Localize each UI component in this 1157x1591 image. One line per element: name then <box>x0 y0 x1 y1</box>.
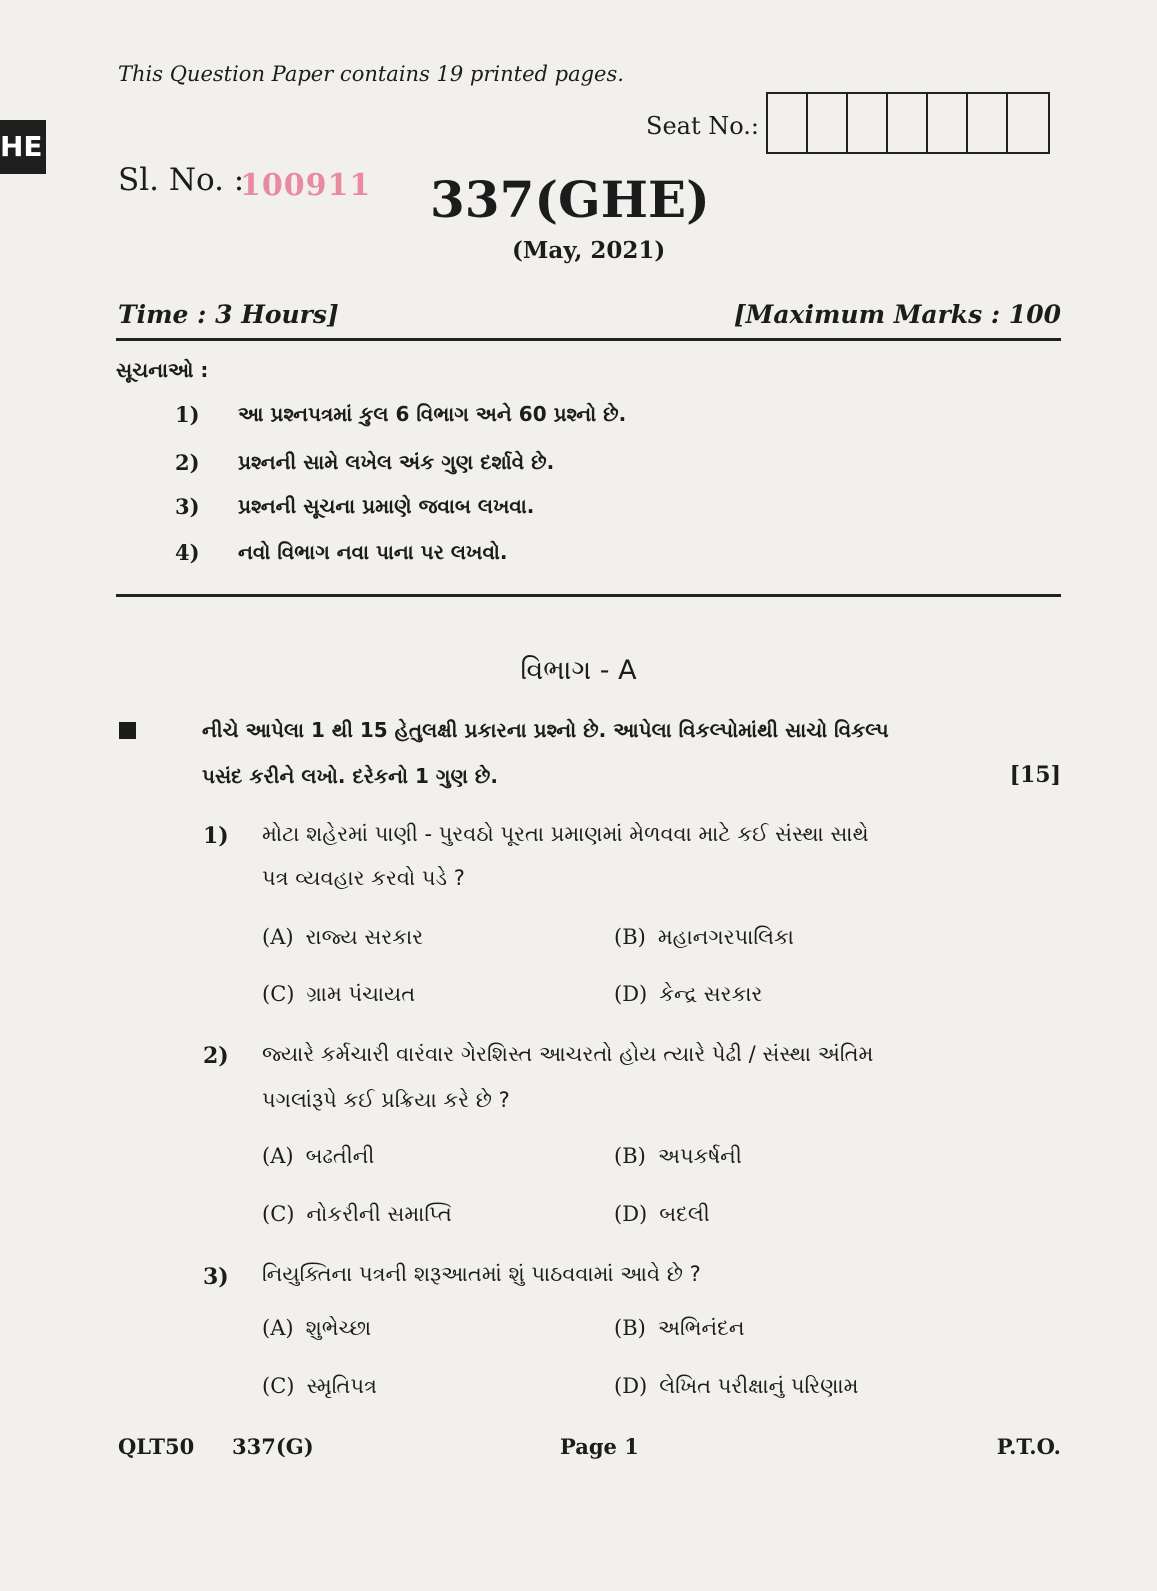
question-text: મોટા શહેરમાં પાણી - પુરવઠો પૂરતા પ્રમાણમાં મેળવવા માટે કઈ સંસ્થા સાથે <box>262 822 869 846</box>
exam-date: (May, 2021) <box>512 237 666 264</box>
instruction-number: 4) <box>175 540 200 565</box>
section-directive: નીચે આપેલા 1 થી 15 હેતુલક્ષી પ્રકારના પ્રશ્નો છે. આપેલા વિકલ્પોમાંથી સાચો વિકલ્પ <box>202 718 889 742</box>
serial-number-value: 100911 <box>240 168 372 203</box>
maximum-marks: [Maximum Marks : 100 <box>733 300 1061 329</box>
instruction-number: 1) <box>175 402 200 427</box>
footer-code: QLT50 <box>118 1434 195 1459</box>
seat-box[interactable] <box>888 94 928 152</box>
page-count-note: This Question Paper contains 19 printed pages. <box>118 62 624 86</box>
option-c: (C) સ્મૃતિપત્ર <box>262 1374 377 1398</box>
serial-number-label: Sl. No. : <box>118 162 245 198</box>
option-d: (D) લેખિત પરીક્ષાનું પરિણામ <box>614 1374 859 1398</box>
page-number: Page 1 <box>560 1434 639 1459</box>
instruction-text: પ્રશ્નની સૂચના પ્રમાણે જવાબ લખવા. <box>238 494 535 518</box>
section-directive: પસંદ કરીને લખો. દરેકનો 1 ગુણ છે. <box>202 764 498 788</box>
section-marks: [15] <box>1009 762 1061 788</box>
seat-number-label: Seat No.: <box>646 112 759 140</box>
seat-box[interactable] <box>768 94 808 152</box>
option-a: (A) શુભેચ્છા <box>262 1316 372 1340</box>
instruction-text: નવો વિભાગ નવા પાના પર લખવો. <box>238 540 508 564</box>
seat-box[interactable] <box>848 94 888 152</box>
paper-code: 337(GHE) <box>430 170 710 229</box>
question-text: જ્યારે કર્મચારી વારંવાર ગેરશિસ્ત આચરતો હોય ત્યારે પેઢી / સંસ્થા અંતિમ <box>262 1042 874 1066</box>
question-number: 1) <box>203 823 229 849</box>
seat-box[interactable] <box>968 94 1008 152</box>
divider <box>116 338 1061 341</box>
question-text: પત્ર વ્યવહાર કરવો પડે ? <box>262 866 465 890</box>
option-b: (B) અપકર્ષની <box>614 1144 742 1168</box>
section-title: વિભાગ - A <box>520 655 637 686</box>
option-c: (C) ગ્રામ પંચાયત <box>262 982 416 1006</box>
option-b: (B) અભિનંદન <box>614 1316 745 1340</box>
question-number: 3) <box>203 1264 229 1290</box>
please-turn-over: P.T.O. <box>996 1434 1061 1459</box>
instruction-number: 2) <box>175 450 200 475</box>
instruction-text: આ પ્રશ્નપત્રમાં કુલ 6 વિભાગ અને 60 પ્રશ્નો છે. <box>238 402 627 426</box>
option-d: (D) બદલી <box>614 1202 710 1226</box>
option-c: (C) નોકરીની સમાપ્તિ <box>262 1202 452 1226</box>
option-b: (B) મહાનગરપાલિકા <box>614 925 794 949</box>
instruction-number: 3) <box>175 494 200 519</box>
seat-number-boxes[interactable] <box>766 92 1050 154</box>
seat-box[interactable] <box>808 94 848 152</box>
option-a: (A) રાજ્ય સરકાર <box>262 925 424 949</box>
exam-duration: Time : 3 Hours] <box>118 300 339 329</box>
option-d: (D) કેન્દ્ર સરકાર <box>614 982 763 1006</box>
seat-box[interactable] <box>928 94 968 152</box>
side-tab: HE <box>0 120 46 174</box>
divider <box>116 594 1061 597</box>
instruction-text: પ્રશ્નની સામે લખેલ અંક ગુણ દર્શાવે છે. <box>238 450 555 474</box>
square-bullet-icon <box>119 722 136 739</box>
question-text: નિયુક્તિના પત્રની શરૂઆતમાં શું પાઠવવામાં આવે છે ? <box>262 1262 701 1286</box>
seat-box[interactable] <box>1008 94 1048 152</box>
question-text: પગલાંરૂપે કઈ પ્રક્રિયા કરે છે ? <box>262 1088 510 1112</box>
option-a: (A) બઢતીની <box>262 1144 375 1168</box>
question-number: 2) <box>203 1043 229 1069</box>
instructions-heading: સૂચનાઓ : <box>116 358 209 382</box>
footer-subject-code: 337(G) <box>232 1434 314 1459</box>
